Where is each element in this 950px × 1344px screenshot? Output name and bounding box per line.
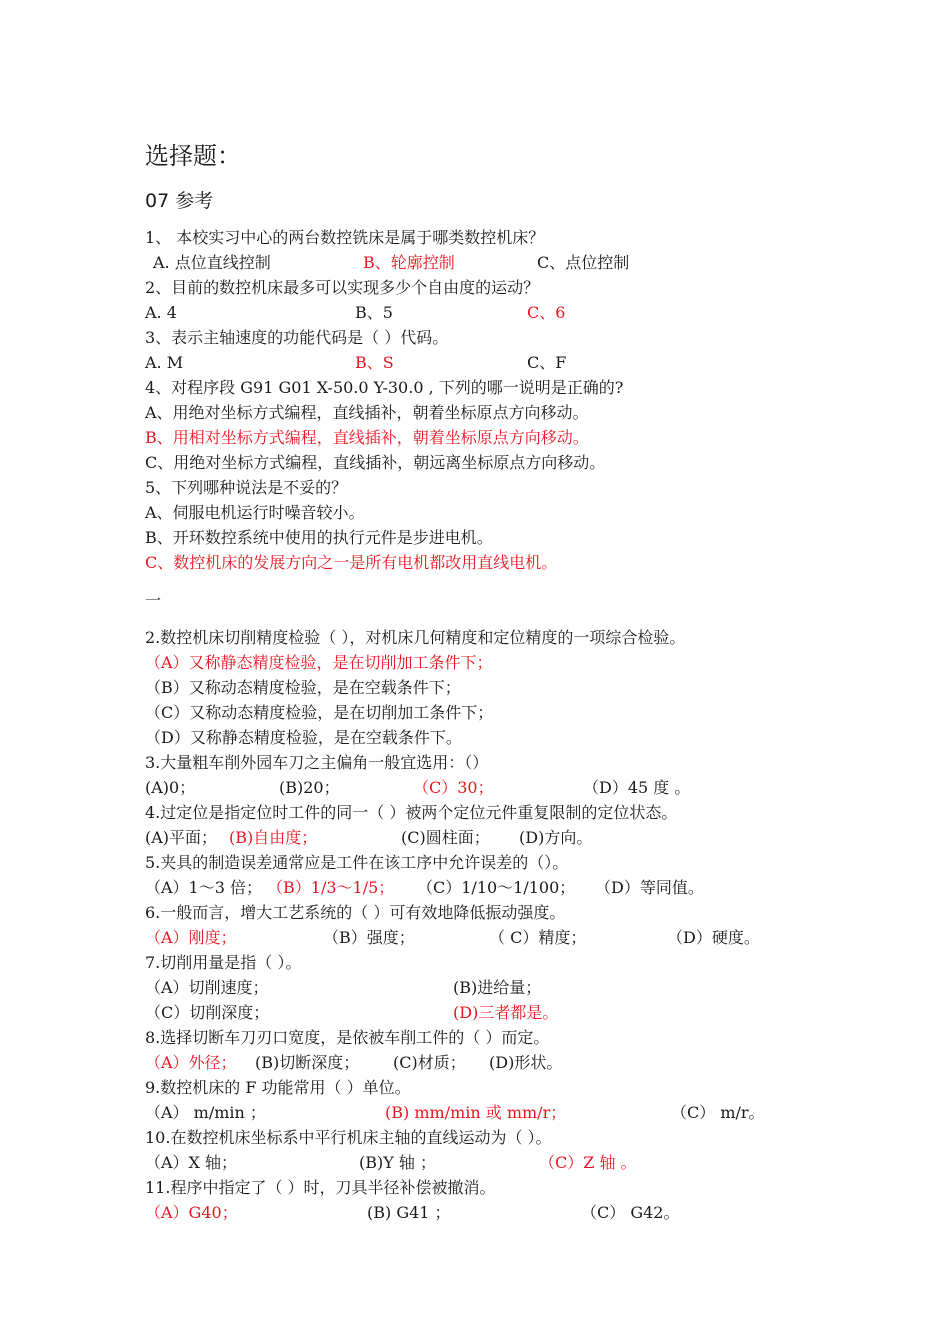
option-b-answer: B、S <box>355 353 394 372</box>
option-p2d: （D）又称静态精度检验，是在空载条件下。 <box>145 728 462 747</box>
option-a: （A） m/min ； <box>145 1103 266 1122</box>
question-p11: 11.程序中指定了（ ）时，刀具半径补偿被撤消。 <box>145 1178 496 1197</box>
option-a: (A)0； <box>145 778 196 797</box>
option-4c: C、用绝对坐标方式编程，直线插补，朝远离坐标原点方向移动。 <box>145 453 606 472</box>
option-b: (B) G41 ； <box>367 1203 451 1222</box>
option-b-answer: (B)自由度； <box>229 828 318 847</box>
option-c-answer: （C）30； <box>413 778 494 797</box>
option-d: (D)形状。 <box>489 1053 563 1072</box>
option-5a: A、伺服电机运行时噪音较小。 <box>145 503 365 522</box>
question-4: 4、对程序段 G91 G01 X-50.0 Y-30.0 , 下列的哪一说明是正确的? <box>145 378 624 397</box>
option-b-answer: （B）1/3～1/5； <box>267 878 395 897</box>
question-2: 2、目前的数控机床最多可以实现多少个自由度的运动？ <box>145 278 540 297</box>
option-c: （C）1/10～1/100； <box>417 878 576 897</box>
option-c: C、点位控制 <box>537 253 630 272</box>
option-c: （ C）精度； <box>489 928 587 947</box>
option-d: （D）等同值。 <box>595 878 704 897</box>
question-p6: 6.一般而言，增大工艺系统的（ ）可有效地降低振动强度。 <box>145 903 566 922</box>
option-a: A. 点位直线控制 <box>153 253 271 272</box>
option-b: （B）强度； <box>323 928 415 947</box>
page-title: 选择题： <box>145 142 241 170</box>
question-p5: 5.夹具的制造误差通常应是工件在该工序中允许误差的（）。 <box>145 853 569 872</box>
option-c: （C）切削深度； <box>145 1003 270 1022</box>
option-d: （D）硬度。 <box>667 928 760 947</box>
option-a: （A）切削速度； <box>145 978 269 997</box>
option-4a: A、用绝对坐标方式编程，直线插补，朝着坐标原点方向移动。 <box>145 403 589 422</box>
question-p3: 3.大量粗车削外园车刀之主偏角一般宜选用：（） <box>145 753 489 772</box>
question-p10: 10.在数控机床坐标系中平行机床主轴的直线运动为（ ）。 <box>145 1128 552 1147</box>
question-p9: 9.数控机床的 F 功能常用（ ）单位。 <box>145 1078 411 1097</box>
question-1: 1、 本校实习中心的两台数控铣床是属于哪类数控机床？ <box>145 228 545 247</box>
question-p2: 2.数控机床切削精度检验（ ），对机床几何精度和定位精度的一项综合检验。 <box>145 628 686 647</box>
question-p8: 8.选择切断车刀刃口宽度，是依被车削工件的（ ）而定。 <box>145 1028 550 1047</box>
question-5: 5、下列哪种说法是不妥的？ <box>145 478 348 497</box>
option-c-answer: （C）Z 轴 。 <box>539 1153 637 1172</box>
option-p2b: （B）又称动态精度检验，是在空载条件下； <box>145 678 461 697</box>
option-c: （C） G42。 <box>581 1203 680 1222</box>
question-p4: 4.过定位是指定位时工件的同一（ ）被两个定位元件重复限制的定位状态。 <box>145 803 678 822</box>
option-b: (B)Y 轴 ； <box>359 1153 436 1172</box>
option-a: A. M <box>145 353 184 372</box>
option-d-answer: (D)三者都是。 <box>453 1003 559 1022</box>
option-a-answer: （A）G40； <box>145 1203 238 1222</box>
option-b: (B)切断深度； <box>255 1053 360 1072</box>
option-5c-answer: C、数控机床的发展方向之一是所有电机都改用直线电机。 <box>145 553 558 572</box>
option-b: B、5 <box>355 303 393 322</box>
option-c: C、F <box>527 353 567 372</box>
option-c-answer: C、6 <box>527 303 566 322</box>
option-p2c: （C）又称动态精度检验，是在切削加工条件下； <box>145 703 494 722</box>
option-b-answer: (B) mm/min 或 mm/r； <box>385 1103 567 1122</box>
question-p7: 7.切削用量是指（ ）。 <box>145 953 302 972</box>
option-a: (A)平面； <box>145 828 218 847</box>
option-c: (C)圆柱面； <box>401 828 490 847</box>
option-a-answer: （A）刚度； <box>145 928 237 947</box>
option-b-answer: B、轮廓控制 <box>363 253 455 272</box>
question-3: 3、表示主轴速度的功能代码是（ ）代码。 <box>145 328 449 347</box>
option-d: (D)方向。 <box>519 828 593 847</box>
option-p2a-answer: （A）又称静态精度检验，是在切削加工条件下； <box>145 653 493 672</box>
option-a-answer: （A）外径； <box>145 1053 237 1072</box>
option-a: A. 4 <box>145 303 177 322</box>
option-b: (B)20； <box>279 778 340 797</box>
option-a: （A）1～3 倍； <box>145 878 263 897</box>
option-a: （A）X 轴； <box>145 1153 238 1172</box>
option-5b: B、开环数控系统中使用的执行元件是步进电机。 <box>145 528 493 547</box>
option-b: (B)进给量； <box>453 978 542 997</box>
option-4b-answer: B、用相对坐标方式编程，直线插补，朝着坐标原点方向移动。 <box>145 428 589 447</box>
section-subtitle: 07 参考 <box>145 190 214 212</box>
option-c: （C） m/r。 <box>671 1103 765 1122</box>
option-c: (C)材质； <box>393 1053 466 1072</box>
section-marker: 一 <box>145 591 162 610</box>
option-d: （D）45 度 。 <box>583 778 691 797</box>
